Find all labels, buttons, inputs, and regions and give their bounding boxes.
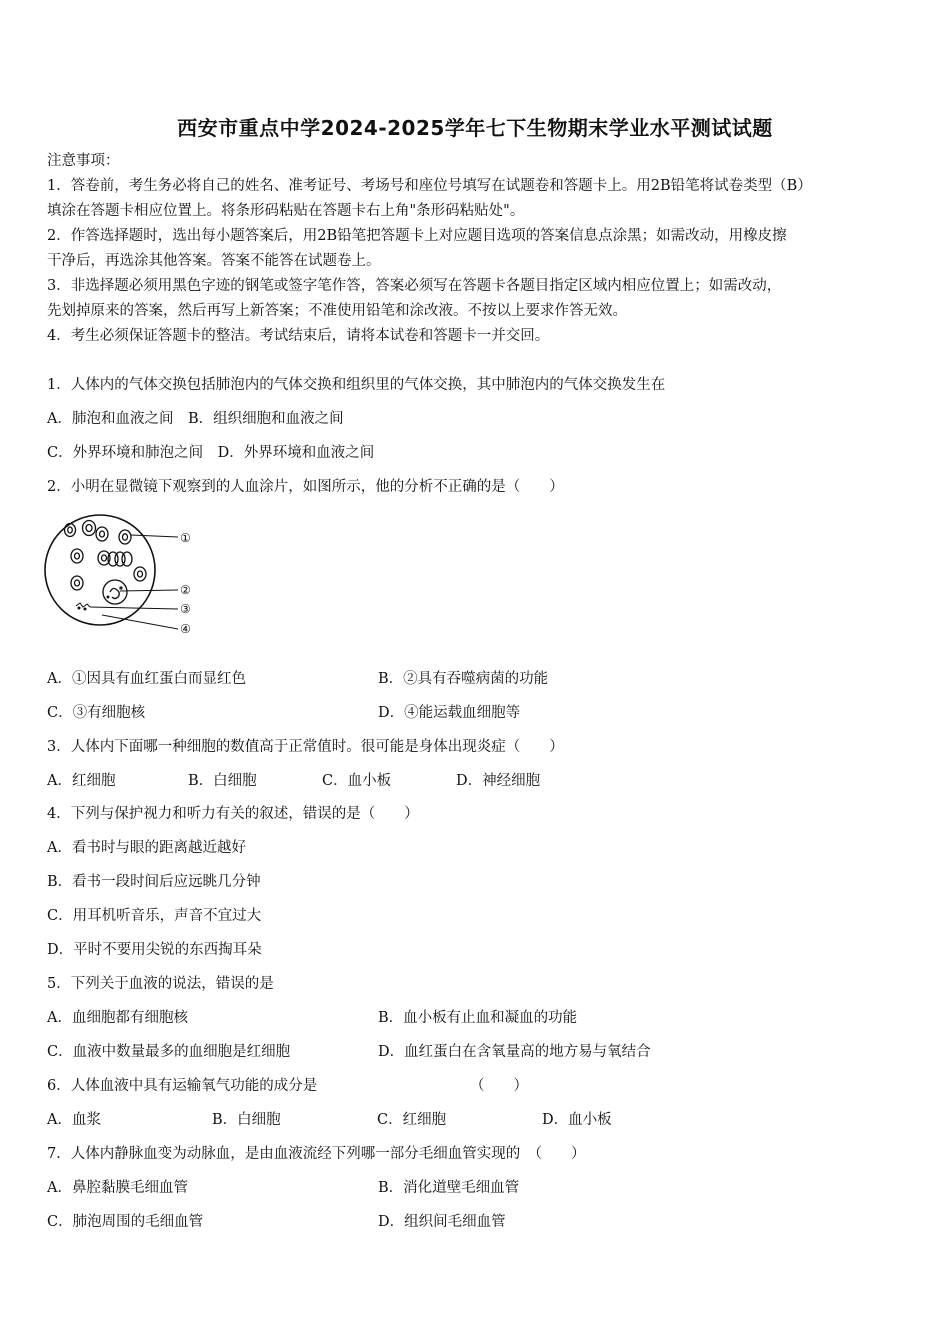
question-4-stem: 4．下列与保护视力和听力有关的叙述，错误的是（ ）	[47, 806, 419, 822]
question-3-option-a: A．红细胞	[47, 773, 116, 789]
question-4-option-b: B．看书一段时间后应远眺几分钟	[47, 874, 261, 890]
question-1-options-row1: A．肺泡和血液之间 B．组织细胞和血液之间	[47, 411, 344, 427]
question-3-option-c: C．血小板	[322, 773, 392, 789]
notice-heading: 注意事项：	[47, 153, 120, 169]
white-blood-cell	[103, 580, 127, 604]
question-1-options-row2: C．外界环境和肺泡之间 D．外界环境和血液之间	[47, 445, 375, 461]
question-4-option-d: D．平时不要用尖锐的东西掏耳朵	[47, 942, 262, 958]
notice-line: 1．答卷前，考生务必将自己的姓名、准考证号、考场号和座位号填写在试题卷和答题卡上。用2B铅笔将试卷类型（B）	[47, 178, 812, 194]
question-4-option-a: A．看书时与眼的距离越近越好	[47, 840, 246, 856]
question-7-stem: 7．人体内静脉血变为动脉血，是由血液流经下列哪一部分毛细血管实现的 （ ）	[47, 1146, 586, 1162]
question-6-option-d: D．血小板	[542, 1112, 612, 1128]
blood-smear-figure	[40, 505, 220, 640]
label-lines	[90, 535, 178, 629]
question-2-option-c: C．③有细胞核	[47, 705, 146, 721]
notice-line: 2．作答选择题时，选出每小题答案后，用2B铅笔把答题卡上对应题目选项的答案信息点涂黑；如需改动，用橡皮擦	[47, 228, 787, 244]
question-3-option-d: D．神经细胞	[456, 773, 541, 789]
notice-line: 先划掉原来的答案，然后再写上新答案；不准使用铅笔和涂改液。不按以上要求作答无效。	[47, 303, 627, 319]
question-1-stem: 1．人体内的气体交换包括肺泡内的气体交换和组织里的气体交换，其中肺泡内的气体交换发生在	[47, 377, 666, 393]
question-5-option-b: B．血小板有止血和凝血的功能	[378, 1010, 578, 1026]
question-2-stem: 2．小明在显微镜下观察到的人血涂片，如图所示，他的分析不正确的是（ ）	[47, 479, 564, 495]
question-4-option-c: C．用耳机听音乐，声音不宜过大	[47, 908, 262, 924]
figure-label-2: ②	[180, 583, 191, 597]
notice-line: 3．非选择题必须用黑色字迹的钢笔或签字笔作答，答案必须写在答题卡各题目指定区域内相应位置上；如需改动，	[47, 278, 782, 294]
question-7-option-a: A．鼻腔黏膜毛细血管	[47, 1180, 188, 1196]
question-7-option-d: D．组织间毛细血管	[378, 1214, 506, 1230]
question-2-option-b: B．②具有吞噬病菌的功能	[378, 671, 549, 687]
question-5-option-d: D．血红蛋白在含氧量高的地方易与氧结合	[378, 1044, 651, 1060]
question-5-stem: 5．下列关于血液的说法，错误的是	[47, 976, 274, 992]
notice-line: 4．考生必须保证答题卡的整洁。考试结束后，请将本试卷和答题卡一并交回。	[47, 328, 550, 344]
figure-label-4: ④	[180, 622, 191, 636]
figure-label-3: ③	[180, 602, 191, 616]
notice-line: 干净后，再选涂其他答案。答案不能答在试题卷上。	[47, 253, 381, 269]
question-3-option-b: B．白细胞	[188, 773, 257, 789]
question-7-option-c: C．肺泡周围的毛细血管	[47, 1214, 204, 1230]
question-2-option-a: A．①因具有血红蛋白而显红色	[47, 671, 246, 687]
question-3-stem: 3．人体内下面哪一种细胞的数值高于正常值时。很可能是身体出现炎症（ ）	[47, 739, 564, 755]
figure-label-1: ①	[180, 531, 191, 545]
question-6-stem: 6．人体血液中具有运输氧气功能的成分是	[47, 1078, 318, 1094]
question-5-option-a: A．血细胞都有细胞核	[47, 1010, 188, 1026]
question-6-answer-paren: （ ）	[470, 1078, 528, 1094]
question-2-option-d: D．④能运载血细胞等	[378, 705, 521, 721]
question-6-option-c: C．红细胞	[377, 1112, 447, 1128]
red-blood-cells	[65, 521, 147, 591]
question-6-option-b: B．白细胞	[212, 1112, 281, 1128]
platelets	[76, 603, 90, 610]
question-5-option-c: C．血液中数量最多的血细胞是红细胞	[47, 1044, 291, 1060]
page-title: 西安市重点中学2024-2025学年七下生物期末学业水平测试试题	[177, 116, 773, 140]
question-6-option-a: A．血浆	[47, 1112, 101, 1128]
question-7-option-b: B．消化道壁毛细血管	[378, 1180, 520, 1196]
notice-line: 填涂在答题卡相应位置上。将条形码粘贴在答题卡右上角"条形码粘贴处"。	[47, 203, 525, 219]
blood-smear-diagram	[40, 505, 220, 640]
